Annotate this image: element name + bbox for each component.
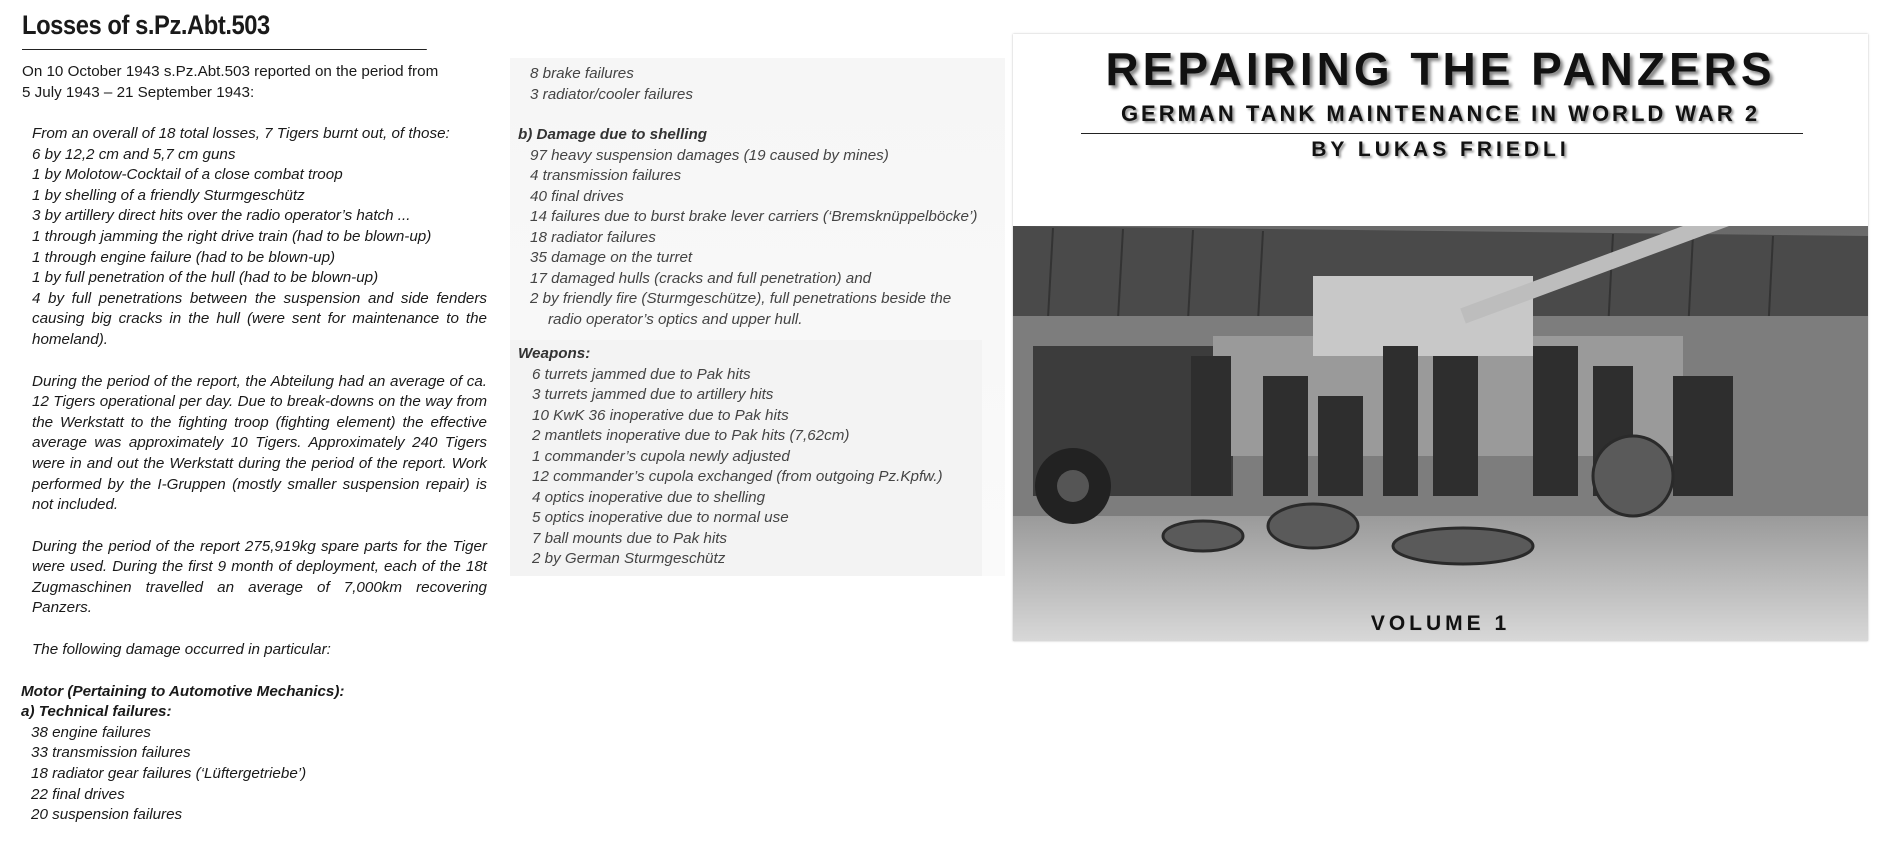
shelling-item: 17 damaged hulls (cracks and full penetration) and	[530, 269, 872, 287]
weapons-item: 3 turrets jammed due to artillery hits	[532, 386, 774, 403]
shelling-item: 2 by friendly fire (Sturmgeschütze), full penetrations beside the	[530, 290, 952, 307]
weapons-item: 6 turrets jammed due to Pak hits	[532, 365, 751, 383]
intro-line: On 10 October 1943 s.Pz.Abt.503 reported on the period from	[22, 63, 439, 80]
weapons-item: 4 optics inoperative due to shelling	[532, 488, 766, 506]
cover-volume: VOLUME 1	[1370, 612, 1511, 635]
weapons-item: 2 by German Sturmgeschütz	[532, 550, 726, 567]
cover-subtitle: GERMAN TANK MAINTENANCE IN WORLD WAR 2	[1120, 101, 1761, 126]
technical-item: 22 final drives	[31, 785, 125, 803]
motor-section	[21, 682, 476, 826]
failure-item: 3 radiator/cooler failures	[530, 85, 693, 103]
operational-paragraph: During the period of the report, the Abteilung had an average of ca. 12 Tigers operational per day. Due to break-downs on the way from the Werkstatt to the fighting troop (fighting element) the effective average was approximately 10 Tigers. Approximately 240 Tigers were in and out the Werkstatt during the period of the report. Work performed by the I-Gruppen (mostly smaller suspension repair) is not included.	[32, 372, 487, 514]
technical-item: 20 suspension failures	[31, 806, 183, 824]
shelling-item: 97 heavy suspension damages (19 caused by mines)	[530, 146, 889, 164]
weapons-item: 7 ball mounts due to Pak hits	[532, 529, 728, 547]
left-text-column	[22, 6, 487, 826]
spare-parts-paragraph: During the period of the report 275,919kg spare parts for the Tiger were used. During the first 9 month of deployment, each of the 18t Zugmaschinen travelled an average of 7,000km recovering Panzers.	[32, 537, 487, 617]
technical-item: 18 radiator gear failures (‘Lüftergetriebe’)	[31, 765, 307, 783]
weapons-heading: Weapons:	[518, 345, 591, 362]
loss-item: 1 by shelling of a friendly Sturmgeschütz	[32, 186, 305, 204]
weapons-section	[510, 340, 982, 576]
shelling-item: 4 transmission failures	[530, 167, 682, 184]
failure-item: 8 brake failures	[530, 65, 634, 82]
shelling-heading: b) Damage due to shelling	[518, 126, 708, 143]
weapons-item: 12 commander’s cupola exchanged (from outgoing Pz.Kpfw.)	[532, 468, 943, 485]
brake-section	[510, 58, 1005, 334]
loss-item: 1 through jamming the right drive train (had to be blown-up)	[32, 227, 432, 245]
shelling-item-continued: radio operator’s optics and upper hull.	[548, 310, 803, 328]
loss-item: 1 by Molotow-Cocktail of a close combat troop	[32, 166, 343, 184]
loss-item: 4 by full penetrations between the suspension and side fenders causing big cracks in the hull (were sent for maintenance to the homeland).	[32, 289, 487, 348]
page-title: Losses of s.Pz.Abt.503	[22, 6, 427, 50]
weapons-item: 10 KwK 36 inoperative due to Pak hits	[532, 406, 789, 424]
cover-photo	[1013, 226, 1868, 641]
weapons-item: 1 commander’s cupola newly adjusted	[532, 447, 790, 465]
loss-item: 1 through engine failure (had to be blown-up)	[32, 248, 336, 266]
loss-item: 1 by full penetration of the hull (had to be blown-up)	[32, 269, 379, 287]
intro-paragraph	[22, 62, 487, 103]
middle-text-column	[510, 58, 1005, 576]
loss-item: 6 by 12,2 cm and 5,7 cm guns	[32, 145, 236, 163]
weapons-item: 2 mantlets inoperative due to Pak hits (7,62cm)	[532, 427, 850, 444]
intro-line: 5 July 1943 – 21 September 1943:	[22, 83, 255, 101]
damage-intro: The following damage occurred in particular:	[32, 641, 331, 659]
shelling-item: 14 failures due to burst brake lever carriers (‘Bremsknüppelböcke’)	[530, 208, 978, 225]
shelling-item: 40 final drives	[530, 187, 624, 205]
cover-divider	[1081, 133, 1803, 134]
weapons-item: 5 optics inoperative due to normal use	[532, 509, 789, 526]
technical-item: 33 transmission failures	[31, 744, 191, 762]
shelling-item: 35 damage on the turret	[530, 249, 693, 266]
loss-item: From an overall of 18 total losses, 7 Tigers burnt out, of those:	[32, 125, 450, 142]
technical-item: 38 engine failures	[31, 723, 151, 741]
loss-item: 3 by artillery direct hits over the radio operator’s hatch ...	[32, 207, 411, 225]
shelling-item: 18 radiator failures	[530, 228, 656, 246]
technical-heading: a) Technical failures:	[21, 703, 172, 721]
cover-title: REPAIRING THE PANZERS	[1105, 43, 1776, 95]
book-cover	[1013, 34, 1868, 641]
losses-list	[32, 124, 487, 682]
cover-author: BY LUKAS FRIEDLI	[1311, 138, 1570, 161]
motor-heading: Motor (Pertaining to Automotive Mechanics):	[21, 682, 345, 700]
